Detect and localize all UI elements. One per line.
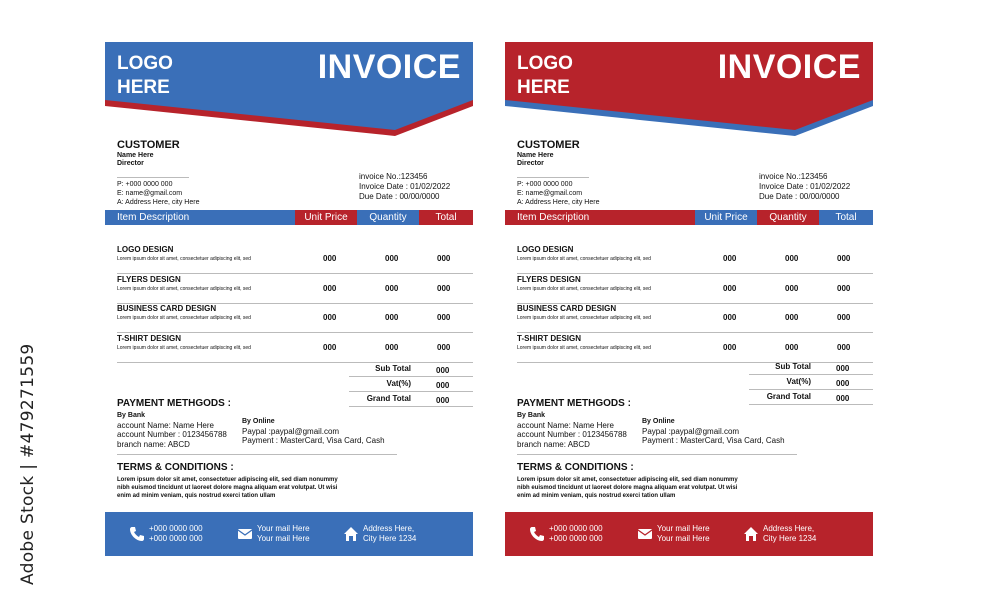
invoice-blue — [105, 42, 473, 556]
customer-email: E: name@gmail.com — [517, 190, 583, 197]
item-name: FLYERS DESIGN — [517, 275, 581, 284]
customer-phone: P: +000 0000 000 — [117, 181, 173, 188]
vat-label: Vat(%) — [386, 379, 411, 388]
sub-total-value: 000 — [836, 364, 850, 373]
item-name: LOGO DESIGN — [517, 245, 574, 254]
terms-text: Lorem ipsum dolor sit amet, consectetuer adipiscing elit, sed diam nonummy nibh euismod tincidunt ut laoreet dolore magna aliquam erat volutpat. Ut wisi enim ad minim veniam, quis nostrud exerci tation ullam — [517, 477, 738, 499]
customer-label: CUSTOMER — [117, 139, 180, 151]
address-line-1: Address Here, — [763, 524, 815, 533]
item-total: 000 — [437, 343, 451, 352]
stock-watermark-text: Adobe Stock | #479271559 — [18, 343, 38, 585]
header-item-description: Item Description — [505, 210, 695, 225]
terms-text: Lorem ipsum dolor sit amet, consectetuer adipiscing elit, sed diam nonummy nibh euismod tincidunt ut laoreet dolore magna aliquam erat volutpat. Ut wisi enim ad minim veniam, quis nostrud exerci tation ullam — [117, 477, 338, 499]
item-unit-price: 000 — [723, 343, 737, 352]
item-quantity: 000 — [785, 254, 799, 263]
terms-title: TERMS & CONDITIONS : — [517, 462, 634, 473]
vat-row — [749, 375, 873, 390]
item-name: BUSINESS CARD DESIGN — [117, 304, 217, 313]
address-line-2: City Here 1234 — [763, 534, 817, 543]
invoice-meta — [759, 172, 850, 202]
customer-contact — [117, 177, 199, 207]
grand-total-label: Grand Total — [766, 392, 811, 401]
item-description: Lorem ipsum dolor sit amet, consectetuer adipiscing elit, sed — [117, 315, 251, 321]
header-total: Total — [819, 210, 873, 225]
terms-title: TERMS & CONDITIONS : — [117, 462, 234, 473]
sub-total-value: 000 — [436, 366, 450, 375]
table-row — [117, 334, 473, 363]
customer-name: Name Here — [117, 152, 154, 159]
header-quantity: Quantity — [357, 210, 419, 225]
online-label: By Online — [242, 418, 275, 425]
mail-2: Your mail Here — [657, 534, 710, 543]
item-quantity: 000 — [785, 313, 799, 322]
invoice-meta — [359, 172, 450, 202]
logo-placeholder: LOGO HERE — [117, 53, 173, 98]
item-description: Lorem ipsum dolor sit amet, consectetuer adipiscing elit, sed — [517, 315, 651, 321]
item-description: Lorem ipsum dolor sit amet, consectetuer adipiscing elit, sed — [117, 286, 251, 292]
customer-email: E: name@gmail.com — [117, 190, 183, 197]
invoice-number: invoice No.:123456 — [759, 172, 828, 181]
table-row — [517, 245, 873, 274]
item-quantity: 000 — [385, 343, 399, 352]
branch-name: branch name: ABCD — [117, 439, 190, 449]
table-row — [117, 275, 473, 304]
item-name: BUSINESS CARD DESIGN — [517, 304, 617, 313]
header-quantity: Quantity — [757, 210, 819, 225]
invoice-footer — [505, 512, 873, 556]
home-icon — [743, 526, 759, 542]
vat-value: 000 — [436, 381, 450, 390]
customer-label: CUSTOMER — [517, 139, 580, 151]
vat-label: Vat(%) — [786, 377, 811, 386]
item-description: Lorem ipsum dolor sit amet, consectetuer adipiscing elit, sed — [117, 256, 251, 262]
payment-methods-title: PAYMENT METHGODS : — [517, 398, 631, 409]
item-name: LOGO DESIGN — [117, 245, 174, 254]
branch-name: branch name: ABCD — [517, 439, 590, 449]
online-payment-details — [242, 416, 385, 446]
grand-total-value: 000 — [436, 396, 450, 405]
header-unit-price: Unit Price — [695, 210, 757, 225]
item-name: T-SHIRT DESIGN — [517, 334, 582, 343]
divider — [517, 454, 797, 455]
item-unit-price: 000 — [723, 254, 737, 263]
item-unit-price: 000 — [323, 284, 337, 293]
bank-label: By Bank — [117, 412, 146, 419]
item-quantity: 000 — [785, 284, 799, 293]
home-icon — [343, 526, 359, 542]
address-line-2: City Here 1234 — [363, 534, 417, 543]
item-unit-price: 000 — [723, 313, 737, 322]
invoice-title: INVOICE — [717, 48, 861, 86]
invoice-header — [105, 42, 473, 152]
item-quantity: 000 — [785, 343, 799, 352]
customer-address: A: Address Here, city Here — [117, 199, 200, 206]
mail-1: Your mail Here — [657, 524, 710, 533]
header-total: Total — [419, 210, 473, 225]
item-description: Lorem ipsum dolor sit amet, consectetuer adipiscing elit, sed — [517, 286, 651, 292]
payment-cards: Payment : MasterCard, Visa Card, Cash — [642, 436, 785, 445]
phone-icon — [129, 526, 145, 542]
online-label: By Online — [642, 418, 675, 425]
grand-total-row — [349, 392, 473, 407]
invoice-number: invoice No.:123456 — [359, 172, 428, 181]
customer-address: A: Address Here, city Here — [517, 199, 600, 206]
item-unit-price: 000 — [323, 313, 337, 322]
sub-total-label: Sub Total — [775, 362, 811, 371]
item-unit-price: 000 — [323, 254, 337, 263]
item-unit-price: 000 — [323, 343, 337, 352]
due-date: Due Date : 00/00/0000 — [359, 192, 440, 201]
vat-value: 000 — [836, 379, 850, 388]
account-name: account Name: Name Here — [517, 420, 614, 430]
bank-label: By Bank — [517, 412, 546, 419]
item-total: 000 — [437, 313, 451, 322]
grand-total-label: Grand Total — [366, 394, 411, 403]
invoice-date: Invoice Date : 01/02/2022 — [759, 182, 851, 191]
customer-name: Name Here — [517, 152, 554, 159]
table-row — [517, 304, 873, 333]
table-row — [117, 245, 473, 274]
invoice-red — [505, 42, 873, 556]
invoice-header — [505, 42, 873, 152]
sub-total-row — [349, 362, 473, 377]
grand-total-value: 000 — [836, 394, 850, 403]
item-description: Lorem ipsum dolor sit amet, consectetuer adipiscing elit, sed — [117, 345, 251, 351]
table-row — [117, 304, 473, 333]
account-number: account Number : 0123456788 — [117, 430, 227, 439]
address-line-1: Address Here, — [363, 524, 415, 533]
mail-icon — [637, 526, 653, 542]
mail-2: Your mail Here — [257, 534, 310, 543]
invoice-title: INVOICE — [317, 48, 461, 86]
account-name: account Name: Name Here — [117, 420, 214, 430]
header-unit-price: Unit Price — [295, 210, 357, 225]
account-number: account Number : 0123456788 — [517, 430, 627, 439]
item-description: Lorem ipsum dolor sit amet, consectetuer adipiscing elit, sed — [517, 345, 651, 351]
phone-icon — [529, 526, 545, 542]
sub-total-label: Sub Total — [375, 364, 411, 373]
table-row — [517, 275, 873, 304]
stock-watermark — [8, 343, 48, 590]
phone-number-2: +000 0000 000 — [149, 534, 203, 543]
mail-icon — [237, 526, 253, 542]
phone-number-1: +000 0000 000 — [149, 524, 203, 533]
item-total: 000 — [437, 284, 451, 293]
item-unit-price: 000 — [723, 284, 737, 293]
header-item-description: Item Description — [105, 210, 295, 225]
items-table-header — [105, 210, 473, 225]
vat-row — [349, 377, 473, 392]
phone-number-2: +000 0000 000 — [549, 534, 603, 543]
table-row — [517, 334, 873, 363]
due-date: Due Date : 00/00/0000 — [759, 192, 840, 201]
item-total: 000 — [837, 313, 851, 322]
sub-total-row — [749, 360, 873, 375]
logo-placeholder: LOGO HERE — [517, 53, 573, 98]
customer-contact — [517, 177, 599, 207]
item-name: T-SHIRT DESIGN — [117, 334, 182, 343]
payment-cards: Payment : MasterCard, Visa Card, Cash — [242, 436, 385, 445]
paypal-address: Paypal :paypal@gmail.com — [642, 426, 740, 436]
divider — [117, 454, 397, 455]
customer-role: Director — [117, 160, 144, 167]
item-description: Lorem ipsum dolor sit amet, consectetuer adipiscing elit, sed — [517, 256, 651, 262]
items-table-header — [505, 210, 873, 225]
grand-total-row — [749, 390, 873, 405]
item-quantity: 000 — [385, 284, 399, 293]
bank-details — [117, 410, 227, 449]
customer-phone: P: +000 0000 000 — [517, 181, 573, 188]
paypal-address: Paypal :paypal@gmail.com — [242, 426, 340, 436]
item-total: 000 — [837, 284, 851, 293]
item-total: 000 — [837, 254, 851, 263]
item-name: FLYERS DESIGN — [117, 275, 181, 284]
mail-1: Your mail Here — [257, 524, 310, 533]
item-quantity: 000 — [385, 254, 399, 263]
item-quantity: 000 — [385, 313, 399, 322]
item-total: 000 — [837, 343, 851, 352]
item-total: 000 — [437, 254, 451, 263]
phone-number-1: +000 0000 000 — [549, 524, 603, 533]
online-payment-details — [642, 416, 785, 446]
customer-role: Director — [517, 160, 544, 167]
bank-details — [517, 410, 627, 449]
invoice-date: Invoice Date : 01/02/2022 — [359, 182, 451, 191]
invoice-footer — [105, 512, 473, 556]
payment-methods-title: PAYMENT METHGODS : — [117, 398, 231, 409]
